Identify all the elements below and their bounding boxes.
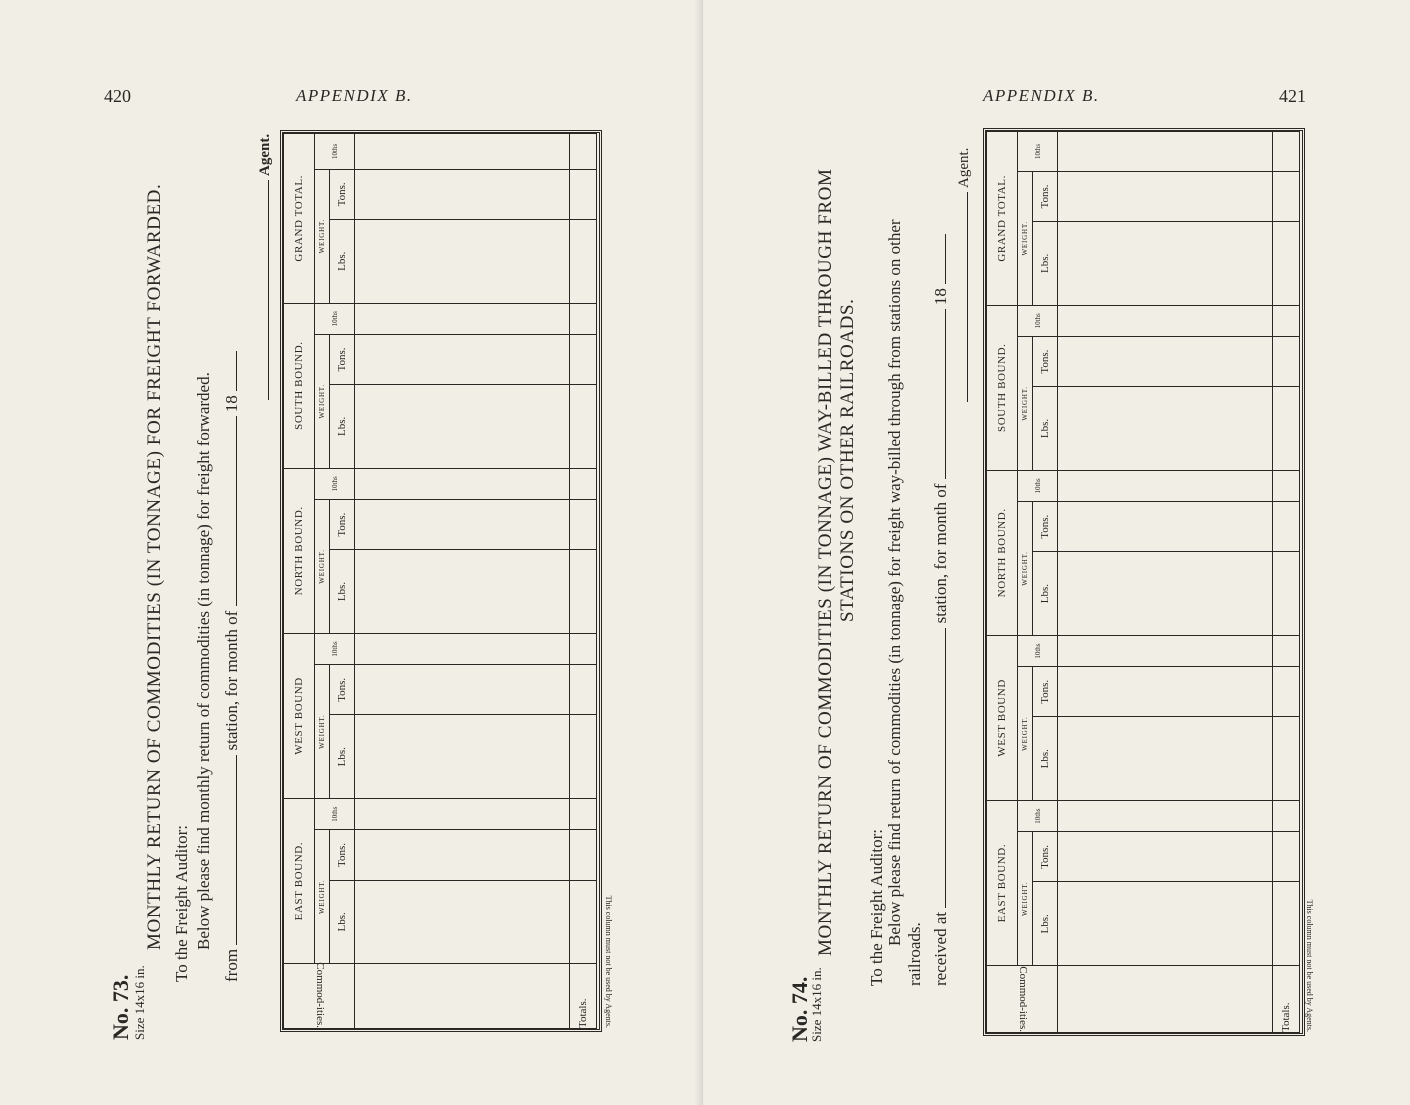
total-cell[interactable]: [1273, 470, 1300, 501]
lbs-header: Lbs.: [1033, 552, 1058, 636]
entry-cell[interactable]: [355, 830, 570, 880]
return-table-frame: [983, 128, 1305, 1036]
total-cell[interactable]: [570, 799, 597, 830]
weight-header: WEIGHT.: [1018, 667, 1033, 801]
total-cell[interactable]: [1273, 800, 1300, 831]
south-bound-header: SOUTH BOUND.: [284, 303, 315, 468]
body-text-line-1: Below please find return of commodities (in tonnage) for freight way-billed through from stations on other: [885, 219, 904, 946]
form-size: Size 14x16 in.: [132, 965, 147, 1040]
return-table-frame: [280, 130, 602, 1032]
entry-cell[interactable]: [355, 169, 570, 219]
weight-header: WEIGHT.: [315, 500, 330, 634]
total-cell[interactable]: [1273, 882, 1300, 966]
right-page: [703, 0, 1410, 1105]
agent-blank[interactable]: [953, 192, 968, 402]
commodity-entry-cell[interactable]: [355, 964, 570, 1029]
tenths-header: 10ths: [1018, 132, 1058, 172]
total-cell[interactable]: [570, 665, 597, 715]
total-cell[interactable]: [1273, 171, 1300, 221]
form-number: No. 73.: [108, 974, 133, 1040]
entry-cell[interactable]: [1058, 470, 1273, 501]
entry-cell[interactable]: [355, 500, 570, 550]
weight-header: WEIGHT.: [315, 665, 330, 799]
north-bound-header: NORTH BOUND.: [987, 470, 1018, 635]
form-number: No. 74.: [787, 976, 812, 1042]
entry-cell[interactable]: [1058, 882, 1273, 966]
page-number: 421: [1279, 86, 1306, 106]
form-size: Size 14x16 in.: [809, 967, 824, 1042]
form-73-rotated-frame: [108, 120, 612, 1040]
entry-cell[interactable]: [355, 334, 570, 384]
entry-cell[interactable]: [1058, 667, 1273, 717]
footnote: This column must not be used by Agents.: [1305, 899, 1314, 1032]
grand-total-header: GRAND TOTAL.: [987, 132, 1018, 306]
entry-cell[interactable]: [1058, 222, 1273, 306]
year-prefix: 18: [931, 288, 950, 306]
tons-header: Tons.: [330, 665, 355, 715]
entry-cell[interactable]: [355, 550, 570, 634]
entry-cell[interactable]: [355, 633, 570, 664]
lbs-header: Lbs.: [1033, 387, 1058, 471]
total-cell[interactable]: [570, 334, 597, 384]
weight-header: WEIGHT.: [315, 830, 330, 964]
entry-cell[interactable]: [1058, 387, 1273, 471]
commodity-entry-cell[interactable]: [1058, 966, 1273, 1033]
entry-cell[interactable]: [1058, 800, 1273, 831]
footnote: This column must not be used by Agents.: [604, 895, 613, 1028]
weight-header: WEIGHT.: [1018, 832, 1033, 966]
total-cell[interactable]: [570, 830, 597, 880]
agent-label: Agent.: [956, 147, 972, 188]
total-cell[interactable]: [570, 880, 597, 964]
commodities-header: Commod-ities.: [987, 966, 1058, 1033]
total-cell[interactable]: [570, 134, 597, 170]
total-cell[interactable]: [570, 500, 597, 550]
total-cell[interactable]: [1273, 132, 1300, 172]
weight-header: WEIGHT.: [315, 169, 330, 303]
tons-header: Tons.: [330, 334, 355, 384]
entry-cell[interactable]: [1058, 337, 1273, 387]
entry-cell[interactable]: [1058, 552, 1273, 636]
received-at-label: received at: [931, 911, 950, 986]
tenths-header: 10ths: [1018, 305, 1058, 336]
total-cell[interactable]: [1273, 667, 1300, 717]
total-cell[interactable]: [570, 303, 597, 334]
agent-label: Agent.: [257, 133, 273, 176]
entry-cell[interactable]: [1058, 132, 1273, 172]
total-cell[interactable]: [1273, 832, 1300, 882]
tenths-header: 10ths: [1018, 635, 1058, 666]
station-blank[interactable]: [222, 755, 237, 945]
entry-cell[interactable]: [1058, 635, 1273, 666]
tons-header: Tons.: [330, 500, 355, 550]
lbs-header: Lbs.: [1033, 882, 1058, 966]
totals-row: [1273, 132, 1300, 1033]
year-blank[interactable]: [931, 234, 946, 284]
station-label: station, for month of: [931, 483, 950, 624]
commodities-header: Commod-ities.: [284, 964, 355, 1029]
totals-label: Totals.: [570, 964, 597, 1029]
total-cell[interactable]: [570, 219, 597, 303]
total-cell[interactable]: [570, 468, 597, 499]
left-page: [0, 0, 703, 1105]
station-line: [931, 234, 951, 986]
total-cell[interactable]: [1273, 337, 1300, 387]
page-number: 420: [104, 86, 131, 106]
north-bound-header: NORTH BOUND.: [284, 468, 315, 633]
tenths-header: 10ths: [315, 633, 355, 664]
tons-header: Tons.: [1033, 667, 1058, 717]
total-cell[interactable]: [1273, 717, 1300, 801]
tenths-header: 10ths: [315, 134, 355, 170]
total-cell[interactable]: [1273, 502, 1300, 552]
tenths-header: 10ths: [1018, 470, 1058, 501]
form-74-rotated-frame: [787, 118, 1313, 1042]
east-bound-header: EAST BOUND.: [284, 799, 315, 964]
lbs-header: Lbs.: [330, 715, 355, 799]
east-bound-header: EAST BOUND.: [987, 800, 1018, 965]
entry-cell[interactable]: [1058, 832, 1273, 882]
total-cell[interactable]: [1273, 305, 1300, 336]
station-line: [222, 351, 242, 982]
weight-header: WEIGHT.: [1018, 502, 1033, 636]
tenths-header: 10ths: [315, 468, 355, 499]
west-bound-header: WEST BOUND: [987, 635, 1018, 800]
totals-label: Totals.: [1273, 966, 1300, 1033]
month-blank[interactable]: [222, 416, 237, 606]
entry-cell[interactable]: [355, 303, 570, 334]
lbs-header: Lbs.: [330, 385, 355, 469]
total-cell[interactable]: [570, 169, 597, 219]
running-head: APPENDIX B.: [983, 86, 1100, 105]
station-label: station, for month of: [222, 610, 241, 751]
from-label: from: [222, 948, 241, 982]
agent-line: [254, 134, 274, 400]
entry-cell[interactable]: [1058, 305, 1273, 336]
year-prefix: 18: [222, 395, 241, 413]
table-entry-row: [1058, 132, 1273, 1033]
agent-line: [953, 148, 973, 402]
lbs-header: Lbs.: [330, 219, 355, 303]
entry-cell[interactable]: [355, 468, 570, 499]
year-blank[interactable]: [222, 351, 237, 391]
return-table: [283, 133, 597, 1029]
entry-cell[interactable]: [355, 799, 570, 830]
weight-header: WEIGHT.: [1018, 171, 1033, 305]
station-blank[interactable]: [931, 628, 946, 908]
total-cell[interactable]: [570, 633, 597, 664]
west-bound-header: WEST BOUND: [284, 633, 315, 798]
entry-cell[interactable]: [1058, 502, 1273, 552]
return-table: [986, 131, 1300, 1033]
weight-header: WEIGHT.: [1018, 337, 1033, 471]
total-cell[interactable]: [570, 715, 597, 799]
agent-blank[interactable]: [254, 180, 269, 400]
tenths-header: 10ths: [315, 799, 355, 830]
tons-header: Tons.: [1033, 337, 1058, 387]
body-text: Below please find monthly return of commodities (in tonnage) for freight forwarded.: [194, 372, 213, 950]
entry-cell[interactable]: [355, 219, 570, 303]
salutation: To the Freight Auditor:: [172, 825, 191, 982]
body-text-line-2: railroads.: [905, 922, 924, 986]
form-title-line-1: MONTHLY RETURN OF COMMODITIES (IN TONNAGE) WAY-BILLED THROUGH FROM: [815, 168, 836, 956]
total-cell[interactable]: [1273, 387, 1300, 471]
tons-header: Tons.: [1033, 502, 1058, 552]
grand-total-header: GRAND TOTAL.: [284, 134, 315, 304]
total-cell[interactable]: [570, 385, 597, 469]
south-bound-header: SOUTH BOUND.: [987, 305, 1018, 470]
running-head: APPENDIX B.: [296, 86, 413, 105]
total-cell[interactable]: [570, 550, 597, 634]
tenths-header: 10ths: [315, 303, 355, 334]
entry-cell[interactable]: [355, 715, 570, 799]
form-title: MONTHLY RETURN OF COMMODITIES (IN TONNAGE) FOR FREIGHT FORWARDED.: [144, 183, 165, 950]
lbs-header: Lbs.: [1033, 222, 1058, 306]
tenths-header: 10ths: [1018, 800, 1058, 831]
entry-cell[interactable]: [355, 880, 570, 964]
tons-header: Tons.: [330, 169, 355, 219]
lbs-header: Lbs.: [330, 550, 355, 634]
totals-row: [570, 134, 597, 1029]
table-entry-row: [355, 134, 570, 1029]
lbs-header: Lbs.: [1033, 717, 1058, 801]
entry-cell[interactable]: [1058, 171, 1273, 221]
month-blank[interactable]: [931, 309, 946, 479]
total-cell[interactable]: [1273, 552, 1300, 636]
entry-cell[interactable]: [355, 665, 570, 715]
form-title-line-2: STATIONS ON OTHER RAILROADS.: [837, 298, 858, 622]
tons-header: Tons.: [1033, 171, 1058, 221]
lbs-header: Lbs.: [330, 880, 355, 964]
salutation: To the Freight Auditor:: [867, 829, 886, 986]
total-cell[interactable]: [1273, 635, 1300, 666]
tons-header: Tons.: [330, 830, 355, 880]
total-cell[interactable]: [1273, 222, 1300, 306]
tons-header: Tons.: [1033, 832, 1058, 882]
weight-header: WEIGHT.: [315, 334, 330, 468]
entry-cell[interactable]: [1058, 717, 1273, 801]
entry-cell[interactable]: [355, 134, 570, 170]
entry-cell[interactable]: [355, 385, 570, 469]
